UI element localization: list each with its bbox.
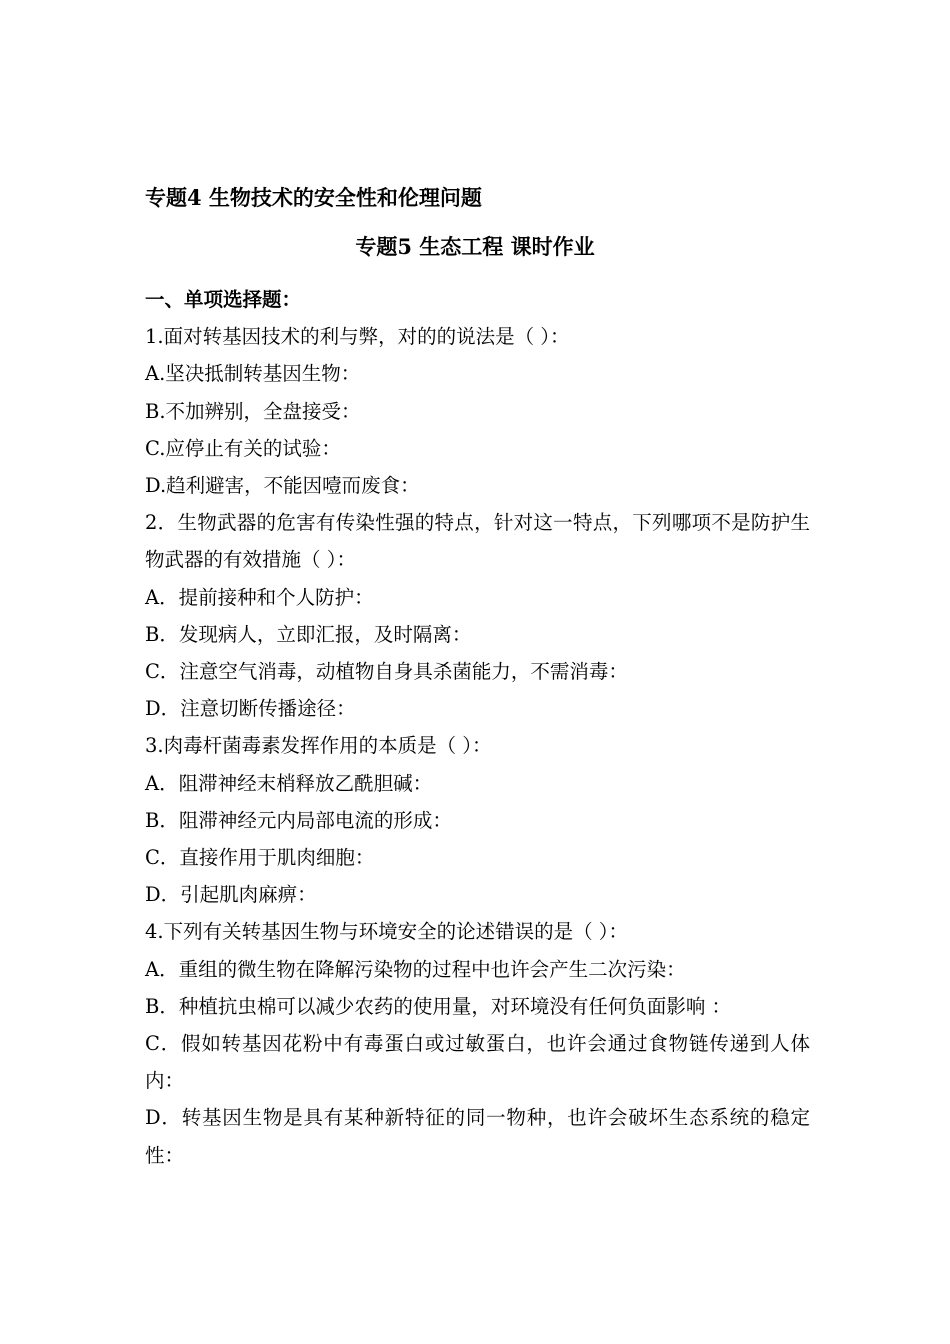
question-2-option-a: A．提前接种和个人防护： — [145, 585, 374, 609]
question-2-option-c: C．注意空气消毒，动植物自身具杀菌能力，不需消毒： — [145, 660, 628, 684]
question-3-option-d: D．引起肌肉麻痹： — [145, 883, 317, 907]
question-2-stem: 2．生物武器的危害有传染性强的特点，针对这一特点，下列哪项不是防护生物武器的有效措施（ ）： — [145, 511, 810, 572]
question-1-stem: 1.面对转基因技术的利与弊，对的的说法是（ ）： — [145, 325, 570, 349]
topic-4-title: 专题4 生物技术的安全性和伦理问题 — [145, 185, 482, 210]
question-3-stem: 3.肉毒杆菌毒素发挥作用的本质是（ ）： — [145, 734, 492, 758]
question-3-option-a: A．阻滞神经末梢释放乙酰胆碱： — [145, 771, 433, 795]
question-3-option-c: C．直接作用于肌肉细胞： — [145, 846, 375, 870]
question-1-option-d: D.趋利避害，不能因噎而废食： — [145, 474, 420, 498]
question-1-option-c: C.应停止有关的试验： — [145, 436, 341, 460]
question-4-option-b: B．种植抗虫棉可以减少农药的使用量，对环境没有任何负面影响 ： — [145, 994, 732, 1018]
section-heading: 一、单项选择题： — [145, 288, 302, 311]
question-1-option-b: B.不加辨别，全盘接受： — [145, 399, 361, 423]
question-2-option-b: B．发现病人，立即汇报，及时隔离： — [145, 622, 472, 646]
question-4-option-c: C．假如转基因花粉中有毒蛋白或过敏蛋白，也许会通过食物链传递到人体内： — [145, 1032, 810, 1093]
topic-5-title: 专题5 生态工程 课时作业 — [355, 234, 595, 259]
question-list — [145, 281, 810, 1174]
question-4-option-d: D．转基因生物是具有某种新特征的同一物种，也许会破坏生态系统的稳定性： — [145, 1106, 810, 1167]
question-1-option-a: A.坚决抵制转基因生物： — [145, 362, 361, 386]
question-4-option-a: A．重组的微生物在降解污染物的过程中也许会产生二次污染： — [145, 957, 686, 981]
question-4-stem: 4.下列有关转基因生物与环境安全的论述错误的是（ ）： — [145, 920, 629, 944]
question-3-option-b: B．阻滞神经元内局部电流的形成： — [145, 808, 452, 832]
question-2-option-d: D．注意切断传播途径： — [145, 697, 356, 721]
